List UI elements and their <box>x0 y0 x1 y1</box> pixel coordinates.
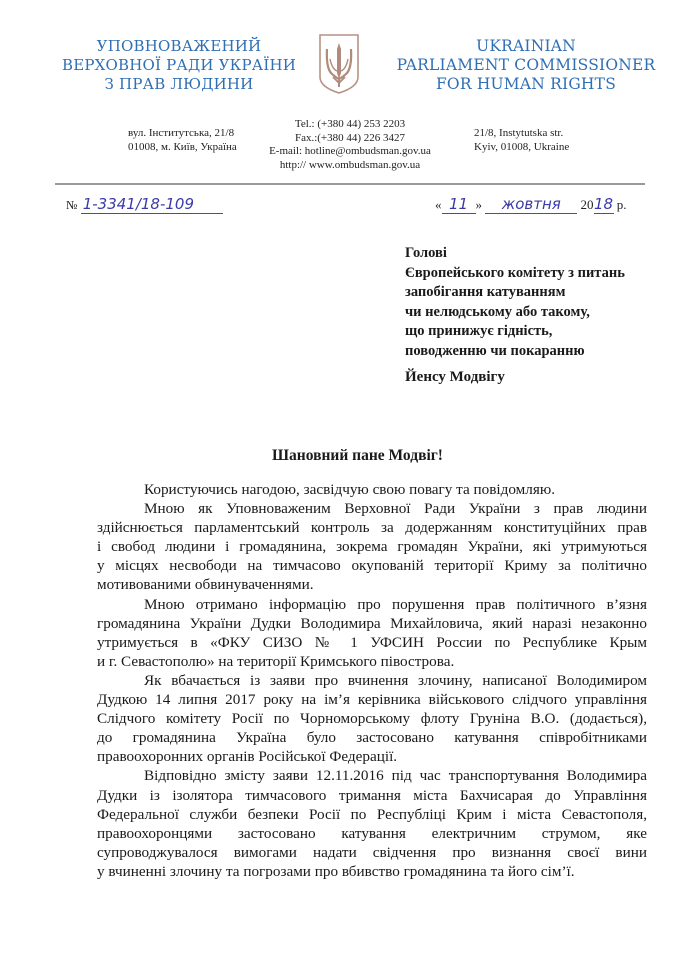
body-line: громадянина України Дудки Володимира Михайловича, який наразі незаконно <box>97 614 647 632</box>
organization-name-english <box>395 37 657 94</box>
address-line: 21/8, Instytutska str. <box>474 127 564 139</box>
addressee-line: що принижує гідність, <box>405 323 553 340</box>
address-line: вул. Інститутська, 21/8 <box>128 127 235 139</box>
email-address: E-mail: hotline@ombudsman.gov.ua <box>269 145 431 157</box>
letter-body <box>97 480 647 881</box>
body-paragraph <box>97 671 647 766</box>
body-line: Відповідно змісту заяви 12.11.2016 під час транспортування Володимира <box>144 767 647 785</box>
org-en-line: PARLIAMENT COMMISSIONER <box>396 56 656 74</box>
letter-date <box>435 195 627 214</box>
date-open-quote: « <box>435 197 442 212</box>
body-paragraph <box>97 480 647 499</box>
trident-coat-of-arms-icon <box>318 33 360 95</box>
body-paragraph <box>97 766 647 881</box>
body-paragraph <box>97 595 647 671</box>
body-line: правоохоронних органів Російської Федерації. <box>97 748 398 766</box>
salutation: Шановний пане Модвіг! <box>272 447 443 464</box>
body-line: у вчиненні злочину та погрозами про вбивство громадянина та його сім’ї. <box>97 862 575 880</box>
number-sign: № <box>66 198 78 212</box>
body-line: Мною отримано інформацію про порушення прав політичного в’язня <box>144 595 647 613</box>
organization-name-ukrainian <box>48 37 310 94</box>
body-line: Користуючись нагодою, засвідчую свою повагу та повідомляю. <box>144 481 555 498</box>
address-english <box>474 126 569 154</box>
org-en-line: UKRAINIAN <box>476 37 576 55</box>
org-ua-line: УПОВНОВАЖЕНИЙ <box>96 37 262 55</box>
date-month: жовтня <box>485 195 577 214</box>
address-ukrainian <box>128 126 237 154</box>
body-line: Федеральної служби безпеки Росії по Республіці Крим і міста Севастополя, <box>97 805 647 823</box>
org-en-line: FOR HUMAN RIGHTS <box>435 75 617 93</box>
address-line: Kyiv, 01008, Ukraine <box>474 141 570 153</box>
reference-number-value: 1-3341/18-109 <box>81 195 223 214</box>
body-line: і свобод людини і громадянина, зокрема громадян України, які утримуються <box>97 538 647 556</box>
recipient-name: Йенсу Модвігу <box>405 369 505 385</box>
body-line: у місцях несвободи на тимчасово окупованій території Криму за політично <box>97 557 647 575</box>
body-paragraph <box>97 499 647 594</box>
date-day: 11 <box>442 195 476 214</box>
addressee-block <box>405 244 625 362</box>
letterhead-separator <box>55 183 645 185</box>
body-line: и г. Севастополю» на території Кримського півострова. <box>97 652 455 670</box>
body-line: до громадянина Україна було застосовано катування співробітниками <box>97 729 647 747</box>
addressee-line: Європейського комітету з питань <box>405 264 625 281</box>
date-year-prefix: 20 <box>580 197 594 212</box>
body-line: здійснюється парламентський контроль за додержанням конституційних прав <box>97 519 647 537</box>
body-line: Мною як Уповноваженим Верховної Ради України з прав людини <box>144 500 647 518</box>
org-ua-line: З ПРАВ ЛЮДИНИ <box>104 75 254 93</box>
addressee-line: запобігання катуванням <box>405 284 566 301</box>
body-line: мотивованими обвинуваченнями. <box>97 576 314 594</box>
date-year-abbr: р. <box>616 197 627 212</box>
fax-number: Fax.:(+380 44) 226 3427 <box>294 131 406 144</box>
org-ua-line: ВЕРХОВНОЇ РАДИ УКРАЇНИ <box>61 56 297 74</box>
body-line: Дудки із ізолятора тимчасового тримання міста Бахчисарая до Управління <box>97 786 647 804</box>
body-line: утримується в «ФКУ СИЗО № 1 УФСИН России по Республике Крым <box>97 633 647 651</box>
date-close-quote: » <box>475 197 482 212</box>
website-url: http:// www.ombudsman.gov.ua <box>279 158 421 171</box>
body-line: супроводжувалося вимогами надати свідчення про визнання своєї вини <box>97 843 647 861</box>
body-line: Як вбачається із заяви про вчинення злочину, написаної Володимиром <box>144 671 647 689</box>
contact-details <box>260 118 440 172</box>
date-year-suffix: 18 <box>593 195 614 213</box>
phone-number: Tel.: (+380 44) 253 2203 <box>294 118 406 130</box>
body-line: Дудкою 14 липня 2017 року на ім’я керівника військового слідчого управління <box>97 691 647 709</box>
reference-number <box>66 195 223 214</box>
addressee-line: поводженню чи покаранню <box>405 342 585 359</box>
addressee-line: чи нелюдському або такому, <box>405 303 590 320</box>
addressee-line: Голові <box>405 245 447 261</box>
body-line: правоохоронцями застосовано катування електричним струмом, яке <box>97 824 647 842</box>
address-line: 01008, м. Київ, Україна <box>128 141 237 153</box>
body-line: Слідчого комітету Росії по Чорноморському флоту Груніна В.О. (додається), <box>97 710 647 728</box>
